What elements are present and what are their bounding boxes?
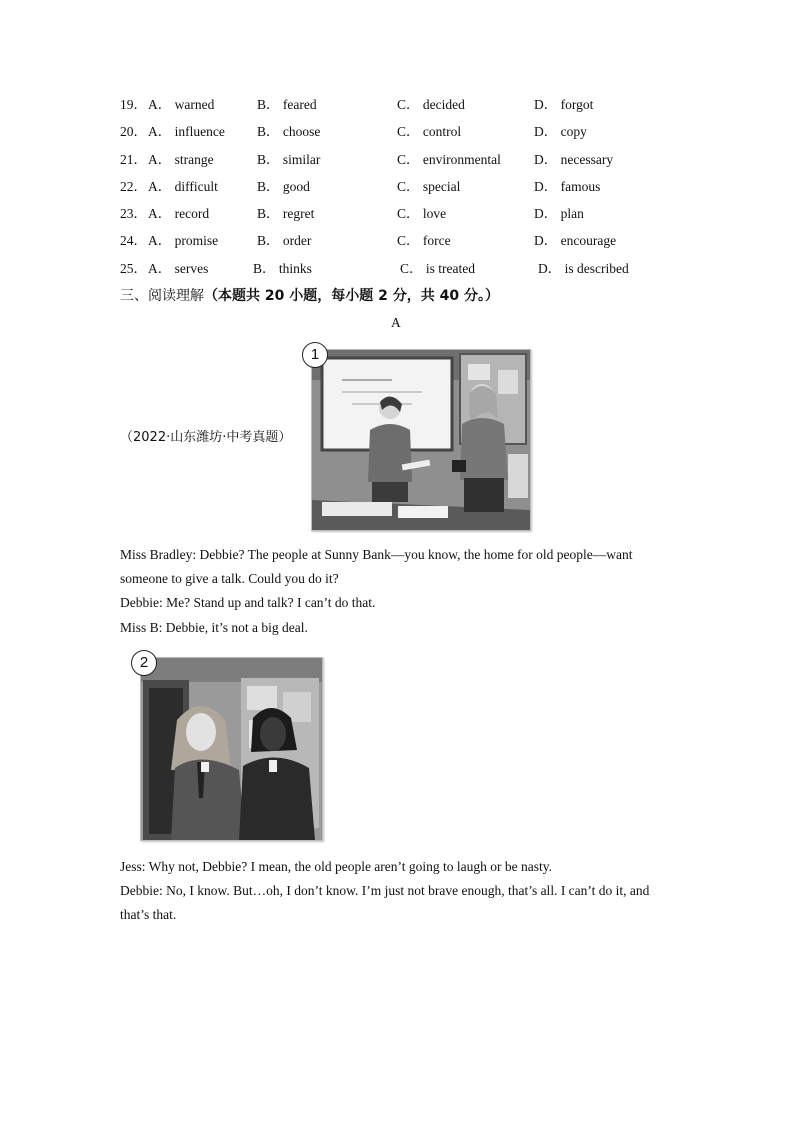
section-heading [120, 286, 499, 306]
option-b[interactable]: B． regret [257, 206, 315, 221]
dialogue-line: that’s that. [120, 907, 177, 922]
question-number: 25． [120, 261, 147, 276]
section-prefix: 三、阅读理解 [120, 288, 204, 304]
option-c[interactable]: C． force [397, 233, 451, 248]
question-number: 19． [120, 97, 147, 112]
option-d[interactable]: D． famous [534, 179, 601, 194]
option-c[interactable]: C． control [397, 124, 462, 139]
question-number: 20． [120, 124, 147, 139]
option-b[interactable]: B． similar [257, 152, 321, 167]
dialogue-line: Miss B: Debbie, it’s not a big deal. [120, 620, 308, 635]
dialogue-line: Debbie: No, I know. But…oh, I don’t know. I’m just not brave enough, that’s all. I can’t do it, and [120, 883, 650, 898]
option-d[interactable]: D． copy [534, 124, 587, 139]
photo-students [139, 654, 323, 841]
question-number: 22． [120, 179, 147, 194]
option-a[interactable]: A． record [148, 206, 210, 221]
option-a[interactable]: A． strange [148, 152, 214, 167]
option-a[interactable]: A． influence [148, 124, 225, 139]
option-b[interactable]: B． thinks [253, 261, 312, 276]
option-b[interactable]: B． choose [257, 124, 321, 139]
option-a[interactable]: A． difficult [148, 179, 218, 194]
option-a[interactable]: A． warned [148, 97, 215, 112]
dialogue-line: Miss Bradley: Debbie? The people at Sunny Bank—you know, the home for old people—want [120, 547, 633, 562]
question-number: 24． [120, 233, 147, 248]
option-a[interactable]: A． promise [148, 233, 219, 248]
question-number: 21． [120, 152, 147, 167]
option-b[interactable]: B． order [257, 233, 312, 248]
passage-label: A [391, 315, 401, 330]
question-number: 23． [120, 206, 147, 221]
option-c[interactable]: C． decided [397, 97, 465, 112]
photo-classroom [310, 346, 531, 531]
dialogue-line: Debbie: Me? Stand up and talk? I can’t do that. [120, 595, 376, 610]
option-d[interactable]: D． forgot [534, 97, 594, 112]
option-c[interactable]: C． environmental [397, 152, 501, 167]
option-c[interactable]: C． love [397, 206, 447, 221]
dialogue-line: someone to give a talk. Could you do it? [120, 571, 339, 586]
photo-students-image [141, 658, 322, 840]
option-b[interactable]: B． good [257, 179, 310, 194]
section-detail: （本题共 20 小题，每小题 2 分，共 40 分。） [204, 288, 499, 304]
source-note: （2022·山东潍坊·中考真题） [120, 430, 292, 445]
option-d[interactable]: D． plan [534, 206, 584, 221]
photo-classroom-image [312, 350, 530, 530]
figure-badge: 1 [302, 342, 328, 368]
option-c[interactable]: C． special [397, 179, 461, 194]
option-b[interactable]: B． feared [257, 97, 317, 112]
figure-badge: 2 [131, 650, 157, 676]
option-d[interactable]: D． encourage [534, 233, 617, 248]
dialogue-line: Jess: Why not, Debbie? I mean, the old people aren’t going to laugh or be nasty. [120, 859, 553, 874]
option-a[interactable]: A． serves [148, 261, 209, 276]
option-c[interactable]: C． is treated [400, 261, 475, 276]
option-d[interactable]: D． necessary [534, 152, 614, 167]
option-d[interactable]: D． is described [538, 261, 629, 276]
